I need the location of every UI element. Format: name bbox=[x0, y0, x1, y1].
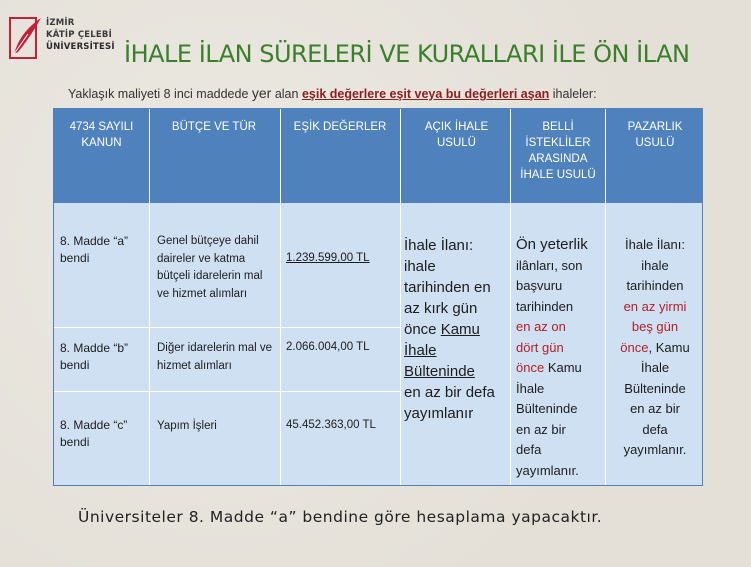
pazarlik-line: defa bbox=[642, 421, 668, 437]
acik-line: en az bir defa bbox=[404, 384, 495, 401]
header-esik: EŞİK DEĞERLER bbox=[293, 121, 387, 133]
belli-istekliler-text bbox=[516, 235, 604, 481]
header-belli-istekliler: BELLİ İSTEKLİLER ARASINDA İHALE USULÜ bbox=[520, 121, 596, 181]
row-c-madde: 8. Madde “c” bendi bbox=[60, 418, 128, 449]
page-title: İHALE İLAN SÜRELERİ VE KURALLARI İLE ÖN İLAN bbox=[124, 40, 690, 68]
row-a-butce: Genel bütçeye dahil daireler ve katma bütçeli idarelerin mal ve hizmet alımları bbox=[157, 235, 263, 300]
belli-fragment: önce bbox=[516, 360, 545, 375]
pazarlik-text bbox=[608, 235, 702, 461]
acik-line: yayımlanır bbox=[404, 405, 474, 422]
belli-line: defa bbox=[516, 442, 542, 457]
pazarlik-line: Bülteninde bbox=[624, 380, 686, 396]
row-divider bbox=[54, 327, 401, 328]
column-divider bbox=[280, 109, 281, 485]
belli-line: başvuru bbox=[516, 278, 563, 293]
subtitle-highlight: eşik değerlere eşit veya bu değerleri aşan bbox=[301, 87, 550, 101]
belli-line: Bülteninde bbox=[516, 401, 578, 416]
university-logo bbox=[8, 14, 128, 66]
subtitle bbox=[68, 85, 597, 101]
subtitle-part-1: Yaklaşık maliyeti 8 inci maddede bbox=[68, 87, 252, 101]
row-b-madde: 8. Madde “b” bendi bbox=[60, 341, 129, 372]
pazarlik-line bbox=[608, 338, 702, 359]
column-divider bbox=[400, 109, 401, 485]
acik-line: tarihinden en bbox=[404, 279, 491, 296]
pazarlik-line: İhale İlanı: bbox=[625, 237, 685, 252]
belli-line: dört gün bbox=[516, 339, 564, 355]
belli-line: yayımlanır. bbox=[516, 462, 579, 478]
row-b-butce: Diğer idarelerin mal ve hizmet alımları bbox=[157, 342, 273, 372]
header-acik-ihale: AÇIK İHALE USULÜ bbox=[424, 121, 489, 149]
pazarlik-line: İhale bbox=[640, 360, 670, 375]
row-b-esik: 2.066.004,00 TL bbox=[286, 341, 370, 353]
belli-line: en az bir bbox=[516, 421, 566, 437]
row-a-esik: 1.239.599,00 TL bbox=[286, 252, 370, 264]
logo-line-3: ÜNİVERSİTESİ bbox=[46, 42, 115, 52]
pazarlik-line: beş gün bbox=[631, 319, 679, 334]
acik-ihale-text bbox=[404, 235, 510, 424]
pazarlik-line: tarihinden bbox=[626, 278, 684, 293]
pazarlik-line: en az yirmi bbox=[623, 298, 687, 314]
footer-note: Üniversiteler 8. Madde “a” bendine göre hesaplama yapacaktır. bbox=[78, 508, 603, 526]
pazarlik-fragment: önce bbox=[620, 339, 649, 355]
acik-line: az kırk gün bbox=[404, 300, 478, 317]
subtitle-part-2: yer bbox=[251, 85, 272, 101]
quill-logo-icon bbox=[8, 14, 44, 60]
pazarlik-fragment: , Kamu bbox=[648, 339, 690, 355]
belli-line bbox=[516, 358, 604, 379]
acik-line bbox=[404, 319, 510, 340]
acik-line: ihale bbox=[404, 258, 436, 275]
pazarlik-line: yayımlanır. bbox=[623, 442, 687, 457]
column-divider bbox=[149, 109, 150, 485]
logo-line-2: KÂTİP ÇELEBİ bbox=[46, 30, 112, 40]
row-divider bbox=[54, 391, 401, 392]
acik-fragment: Kamu bbox=[440, 321, 480, 338]
row-c-butce: Yapım İşleri bbox=[157, 420, 217, 432]
belli-line: İhale bbox=[516, 380, 545, 396]
belli-line: Ön yeterlik bbox=[516, 236, 588, 253]
acik-line: İhale bbox=[404, 342, 437, 359]
ihale-table bbox=[53, 108, 703, 486]
subtitle-part-3: alan bbox=[271, 87, 302, 101]
belli-line: ilânları, son bbox=[516, 257, 583, 273]
row-a-madde: 8. Madde “a” bendi bbox=[60, 234, 129, 265]
belli-line: tarihinden bbox=[516, 298, 574, 314]
acik-fragment: önce bbox=[404, 321, 441, 338]
pazarlik-line: ihale bbox=[641, 257, 669, 273]
column-divider bbox=[510, 109, 511, 485]
logo-line-1: İZMİR bbox=[46, 18, 75, 28]
header-butce: BÜTÇE VE TÜR bbox=[171, 121, 257, 133]
column-divider bbox=[605, 109, 606, 485]
header-pazarlik: PAZARLIK USULÜ bbox=[627, 121, 683, 149]
header-kanun: 4734 SAYILI KANUN bbox=[69, 121, 134, 149]
pazarlik-line: en az bir bbox=[630, 401, 680, 416]
belli-line: en az on bbox=[516, 319, 566, 334]
subtitle-part-5: ihaleler: bbox=[549, 87, 597, 101]
row-c-esik: 45.452.363,00 TL bbox=[286, 419, 376, 431]
belli-fragment: Kamu bbox=[544, 360, 582, 375]
acik-line: İhale İlanı: bbox=[404, 237, 474, 254]
acik-line: Bülteninde bbox=[404, 363, 475, 380]
